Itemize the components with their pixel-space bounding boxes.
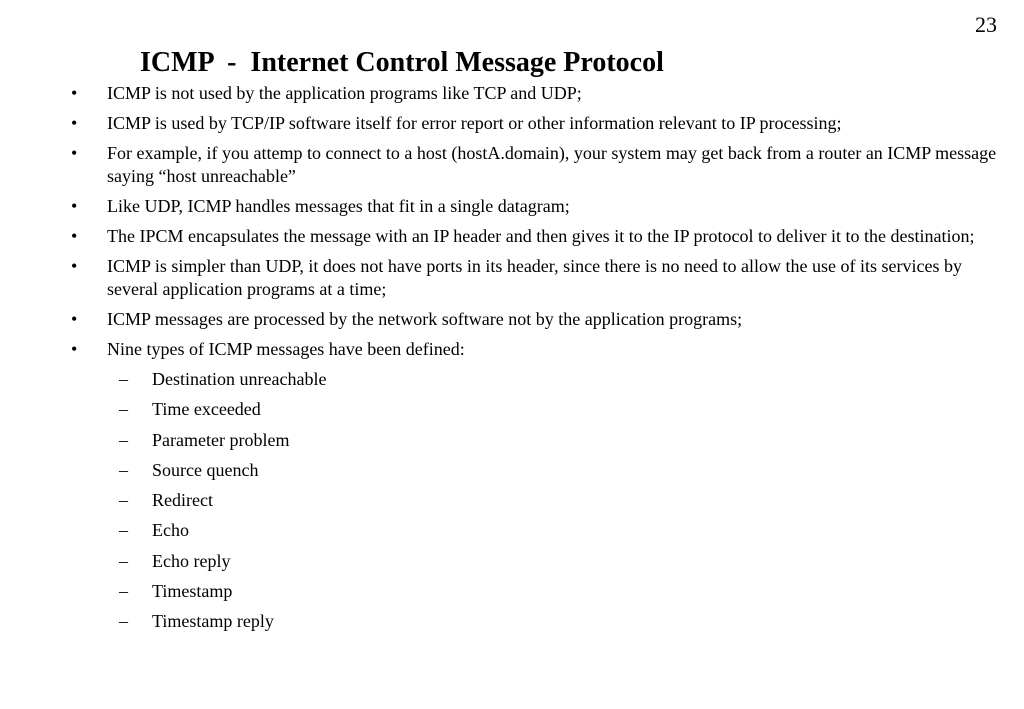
message-type-item <box>0 489 1000 512</box>
message-type-text: Timestamp <box>152 581 233 602</box>
message-type-text: Redirect <box>152 490 213 511</box>
dash-marker: – <box>119 369 128 389</box>
dash-marker: – <box>119 550 128 571</box>
message-type-item <box>0 580 1000 603</box>
message-type-text: Echo <box>152 520 189 541</box>
bullet-text: For example, if you attemp to connect to a host (hostA.domain), your system may get back from a router an ICMP message saying “host unreachable” <box>107 143 997 186</box>
message-type-text: Echo reply <box>152 550 231 571</box>
dash-marker: – <box>119 520 128 541</box>
bullet-text: ICMP is simpler than UDP, it does not have ports in its header, since there is no need to allow the use of its services by several application programs at a time; <box>107 256 962 299</box>
message-type-text: Parameter problem <box>152 429 290 450</box>
message-type-text: Timestamp reply <box>152 611 274 632</box>
message-type-item <box>0 398 1000 421</box>
dash-marker: – <box>119 399 128 420</box>
dash-marker: – <box>119 581 128 602</box>
dash-marker: – <box>119 490 128 511</box>
bullet-item <box>0 195 1000 218</box>
bullet-marker: • <box>71 339 78 359</box>
bullet-marker: • <box>71 143 78 163</box>
bullet-item <box>0 142 1000 188</box>
bullet-item <box>0 82 1000 105</box>
message-type-item <box>0 519 1000 542</box>
bullet-text: ICMP is used by TCP/IP software itself for error report or other information relevant to IP processing; <box>107 113 842 133</box>
bullet-marker: • <box>71 226 78 246</box>
message-type-item <box>0 610 1000 633</box>
message-type-item <box>0 429 1000 452</box>
message-type-item <box>0 368 1000 391</box>
bullet-text: Nine types of ICMP messages have been defined: <box>107 339 465 359</box>
message-type-text: Destination unreachable <box>152 369 327 389</box>
message-type-item <box>0 550 1000 573</box>
bullet-text: ICMP messages are processed by the network software not by the application programs; <box>107 309 743 329</box>
message-type-text: Time exceeded <box>152 399 261 420</box>
slide-number: 23 <box>975 12 997 37</box>
dash-marker: – <box>119 611 128 632</box>
bullet-item <box>0 225 1000 248</box>
message-type-text: Source quench <box>152 459 259 480</box>
bullet-item <box>0 112 1000 135</box>
bullet-list <box>0 82 1000 641</box>
bullet-marker: • <box>71 83 78 103</box>
bullet-marker: • <box>71 256 78 276</box>
slide-title: ICMP - Internet Control Message Protocol <box>140 47 664 78</box>
bullet-marker: • <box>71 309 78 329</box>
bullet-item <box>0 338 1000 361</box>
bullet-marker: • <box>71 113 78 133</box>
message-type-item <box>0 459 1000 482</box>
bullet-text: ICMP is not used by the application programs like TCP and UDP; <box>107 83 582 103</box>
dash-marker: – <box>119 459 128 480</box>
dash-marker: – <box>119 429 128 450</box>
bullet-text: The IPCM encapsulates the message with an IP header and then gives it to the IP protocol to deliver it to the destination; <box>107 226 975 246</box>
message-type-list <box>0 368 1000 633</box>
bullet-item <box>0 308 1000 331</box>
bullet-text: Like UDP, ICMP handles messages that fit in a single datagram; <box>107 196 570 216</box>
bullet-marker: • <box>71 196 78 216</box>
bullet-item <box>0 255 1000 301</box>
